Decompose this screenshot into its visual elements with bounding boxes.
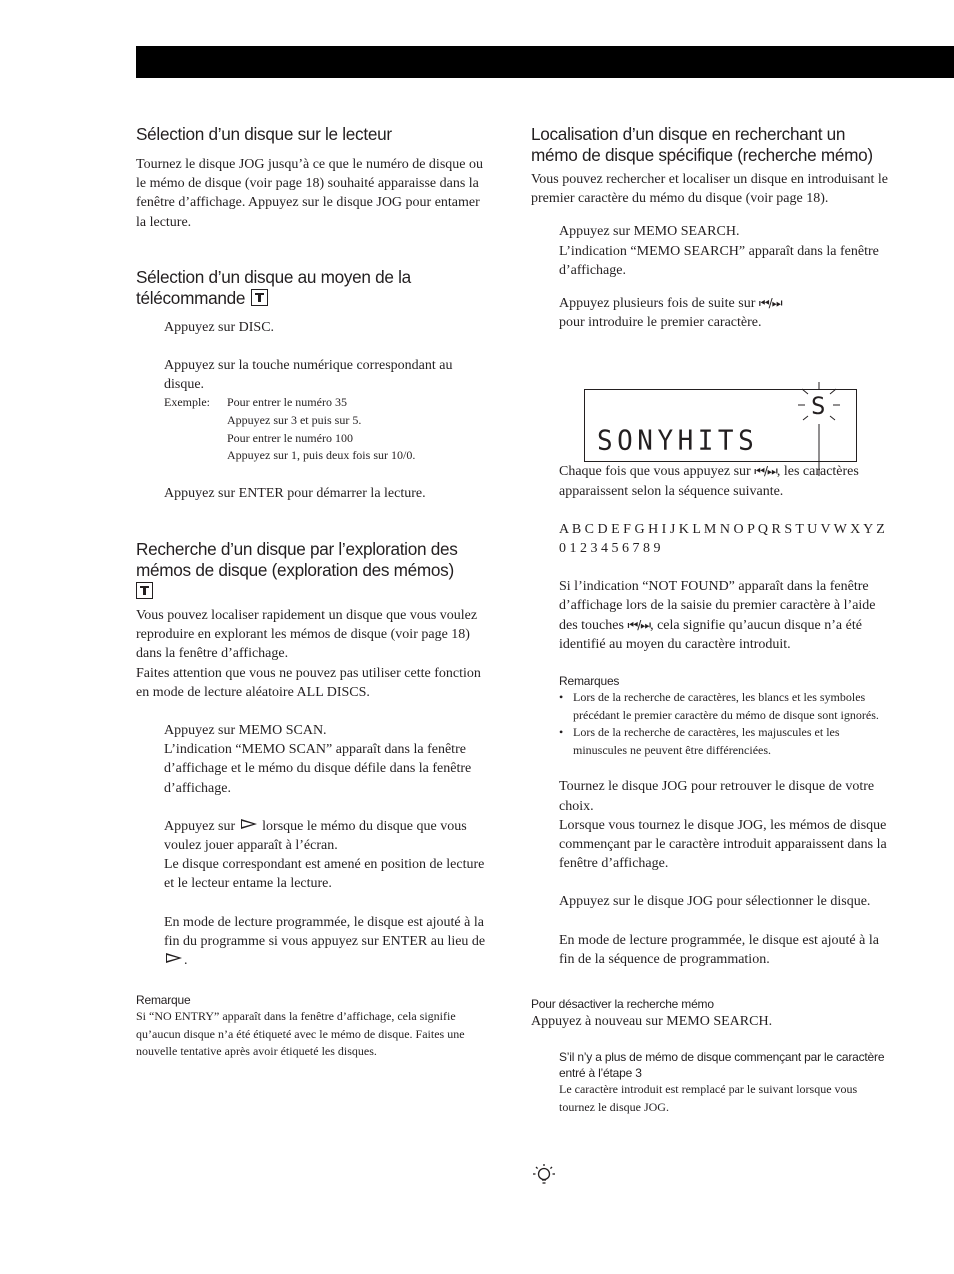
step-text: L’indication “MEMO SCAN” apparaît dans la fenêtre d’affichage et le mémo du disque défile dans la fenêtre d’affichage. [164,742,472,796]
remote-control-icon [136,582,153,599]
step-text: Appuyez plusieurs fois de suite sur ⏮/⏭ pour introduire le premier caractère. [559,296,782,331]
display-text: SONYHITS [597,425,759,457]
step-text: Le disque correspondant est amené en position de lecture et le lecteur entame la lecture. [164,857,485,892]
character-sequence: A B C D E F G H I J K L M N O P Q R S T U V W X Y Z 0 1 2 3 4 5 6 7 8 9 [559,521,885,557]
example-table: Exemple: Pour entrer le numéro 35 Appuyez sur 3 et puis sur 5. Pour entrer le numéro 100 Appuyez sur 1, puis deux fois sur 10/0. [164,395,416,463]
header-bar [136,46,954,78]
steps [559,222,891,969]
left-column [136,124,488,1061]
step-text: Tournez le disque JOG pour retrouver le disque de votre choix. [559,779,875,814]
display-blinking-char: S [811,392,826,420]
tip-title: S’il n’y a plus de mémo de disque commençant par le caractère entré à l’étape 3 [559,1050,885,1081]
tip-block [559,1049,891,1116]
note-title: Remarque [136,993,191,1008]
step-text: Appuyez sur le disque JOG pour sélectionner le disque. [559,894,871,910]
section-body: Vous pouvez localiser rapidement un disque que vous voulez reproduire en explorant les mémos de disque (voir page 18) dans la fenêtre d’affichage. [136,608,478,662]
section-title-disc-selection: Sélection d’un disque sur le lecteur [136,124,392,144]
step-text: Chaque fois que vous appuyez sur ⏮/⏭, les caractères apparaissent selon la séquence suivante. [559,464,859,499]
step-text: Appuyez sur la touche numérique correspondant au disque. [164,358,453,393]
skip-icon: ⏮/⏭ [754,464,777,479]
section-title-memo-scan: Recherche d’un disque par l’exploration des mémos de disque (exploration des mémos) [136,539,488,602]
tip-body: Le caractère introduit est remplacé par le suivant lorsque vous tournez le disque JOG. [559,1082,858,1114]
section-body: Vous pouvez rechercher et localiser un disque en introduisant le premier caractère du mémo du disque (voir page 18). [531,172,889,207]
step-text: Appuyez sur lorsque le mémo du disque que vous voulez jouer apparaît à l’écran. [164,818,467,854]
step-text: Appuyez sur DISC. [164,319,275,335]
step-text: En mode de lecture programmée, le disque est ajouté à la fin du programme si vous appuyez sur ENTER au lieu de . [164,914,486,969]
tip-lightbulb-icon [533,1163,555,1189]
cancel-title: Pour désactiver la recherche mémo [531,997,714,1012]
play-icon [166,953,182,963]
note-body: Si “NO ENTRY” apparaît dans la fenêtre d’affichage, cela signifie qu’aucun disque n’a été étiqueté avec le mémo de disque. Faites une nouvelle tentative après avoir étiqueté les disques. [136,1009,465,1059]
section-body: Tournez le disque JOG jusqu’à ce que le numéro de disque ou le mémo de disque (voir page 18) souhaité apparaisse dans la fenêtre d’affichage. Appuyez sur le disque JOG pour entamer la lecture. [136,157,483,230]
list-item: • Lors de la recherche de caractères, les blancs et les symboles précédant le premier caractère du mémo de disque sont ignorés. [573,689,891,724]
play-icon [241,819,257,829]
section-title-remote-selection: Sélection d’un disque au moyen de la télécommande [136,266,411,308]
step-text: Appuyez sur ENTER pour démarrer la lecture. [164,485,426,501]
step-text: Lorsque vous tournez le disque JOG, les mémos de disque commençant par le caractère introduit apparaissent dans la fenêtre d’affichage. [559,817,887,872]
remote-control-icon [251,289,268,306]
section-body: Faites attention que vous ne pouvez pas utiliser cette fonction en mode de lecture aléatoire ALL DISCS. [136,665,481,700]
cancel-body: Appuyez à nouveau sur MEMO SEARCH. [531,1014,773,1030]
right-column [531,124,891,1116]
step-text: Appuyez sur MEMO SCAN. [164,723,327,739]
list-item: • Lors de la recherche de caractères, les majuscules et les minuscules ne peuvent être différenciées. [573,724,891,759]
step-text: En mode de lecture programmée, le disque est ajouté à la fin de la séquence de programmation. [559,932,879,967]
notes-list [559,689,891,759]
step-text: Appuyez sur MEMO SEARCH. [559,224,740,240]
skip-icon: ⏮/⏭ [758,296,782,311]
section-title-memo-search: Localisation d’un disque en recherchant un mémo de disque spécifique (recherche mémo) [531,124,873,165]
notes-title: Remarques [559,674,620,689]
step-text: L’indication “MEMO SEARCH” apparaît dans la fenêtre d’affichage. [559,243,879,278]
skip-icon: ⏮/⏭ [627,617,651,632]
step-text: Si l’indication “NOT FOUND” apparaît dans la fenêtre d’affichage lors de la saisie du premier caractère à l’aide des touches ⏮/⏭, cela signifie qu’aucun disque n’a été identifié au moyen du caractère introduit. [559,579,876,652]
blink-indicator-icon [790,380,850,480]
